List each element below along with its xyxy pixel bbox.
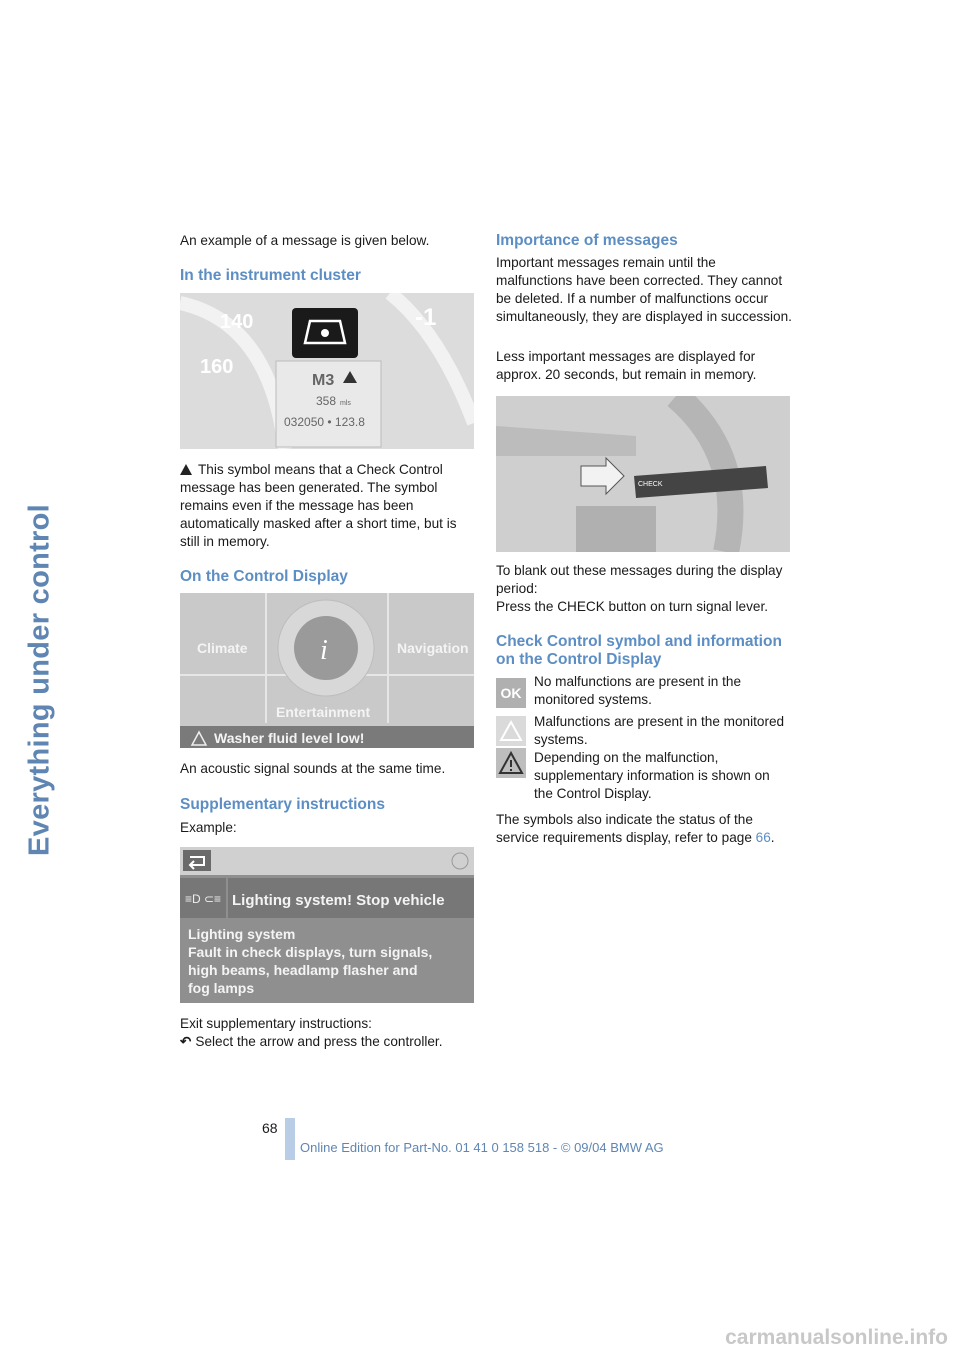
side-chapter-title: Everything under control <box>23 503 56 857</box>
cluster-odometer: 032050 • 123.8 <box>284 415 365 429</box>
cluster-model: M3 <box>312 372 335 389</box>
cluster-number-minus1: -1 <box>415 304 437 331</box>
screen-line2: Fault in check displays, turn signals, <box>188 944 433 960</box>
symbols-status-text: The symbols also indicate the status of the service requirements display, refer to page 66. <box>496 812 775 845</box>
heading-control-display: On the Control Display <box>180 568 348 585</box>
warning-status-text: Malfunctions are present in the monitored systems. <box>534 714 785 747</box>
cluster-range: 358 <box>316 394 337 408</box>
exit-instructions: Exit supplementary instructions: ↶ Select the arrow and press the controller. <box>180 1016 443 1049</box>
menu-navigation: Navigation <box>397 640 469 656</box>
intro-text: An example of a message is given below. <box>180 233 430 248</box>
importance-paragraph-2: Less important messages are displayed for approx. 20 seconds, but remain in memory. <box>496 349 757 382</box>
heading-check-control-symbol: Check Control symbol and information on the Control Display <box>496 633 782 668</box>
screen-line1: Lighting system <box>188 926 296 942</box>
blank-out-text: To blank out these messages during the display period: Press the CHECK button on turn signal lever. <box>496 563 783 614</box>
watermark: carmanualsonline.info <box>725 1326 948 1349</box>
control-display-image <box>180 593 474 748</box>
example-label: Example: <box>180 820 237 835</box>
washer-fluid-icon <box>292 308 358 358</box>
menu-climate: Climate <box>197 640 248 656</box>
heading-instrument-cluster: In the instrument cluster <box>180 267 361 284</box>
screen-title: Lighting system! Stop vehicle <box>232 892 445 909</box>
back-arrow-inline-icon: ↶ <box>180 1034 192 1049</box>
symbol-explanation: This symbol means that a Check Control message has been generated. The symbol remains even if the message has been automatically masked after a short time, but is still in memory. <box>180 462 457 549</box>
cluster-range-unit: mls <box>340 400 351 407</box>
cluster-number-140: 140 <box>220 311 254 333</box>
ok-status-text: No malfunctions are present in the monitored systems. <box>534 674 742 707</box>
warning-triangle-icon <box>180 464 192 475</box>
cluster-number-160: 160 <box>200 356 234 378</box>
instrument-cluster-image <box>180 293 474 449</box>
supplementary-screen-image <box>180 847 474 1003</box>
lamp-fault-icon: ≡D ⊂≡ <box>185 892 222 906</box>
ok-status-icon: OK <box>496 678 526 708</box>
turn-signal-lever-image <box>496 396 790 552</box>
importance-paragraph-1: Important messages remain until the malfunctions have been corrected. They cannot be deleted. If a number of malfunctions occur simultaneously, they are displayed in succession. <box>496 255 792 324</box>
heading-importance: Importance of messages <box>496 232 678 249</box>
menu-entertainment: Entertainment <box>276 704 371 720</box>
info-icon: i <box>320 635 328 666</box>
footer-edition: Online Edition for Part-No. 01 41 0 158 518 - © 09/04 BMW AG <box>300 1140 664 1155</box>
page-number: 68 <box>262 1120 278 1136</box>
footer-bar <box>285 1118 295 1160</box>
warning-grey-icon <box>496 716 526 746</box>
check-button-label: CHECK <box>638 481 663 488</box>
heading-supplementary: Supplementary instructions <box>180 796 385 813</box>
warning-message: Washer fluid level low! <box>214 730 365 746</box>
warning-info-text-1: Depending on the malfunction, supplementary information is shown on the Control Display. <box>534 750 770 801</box>
page-66-link[interactable]: 66 <box>755 830 771 845</box>
screen-line3: high beams, headlamp flasher and <box>188 962 418 978</box>
warning-info-icon <box>496 748 526 778</box>
screen-line4: fog lamps <box>188 980 255 996</box>
acoustic-text: An acoustic signal sounds at the same time. <box>180 761 446 776</box>
